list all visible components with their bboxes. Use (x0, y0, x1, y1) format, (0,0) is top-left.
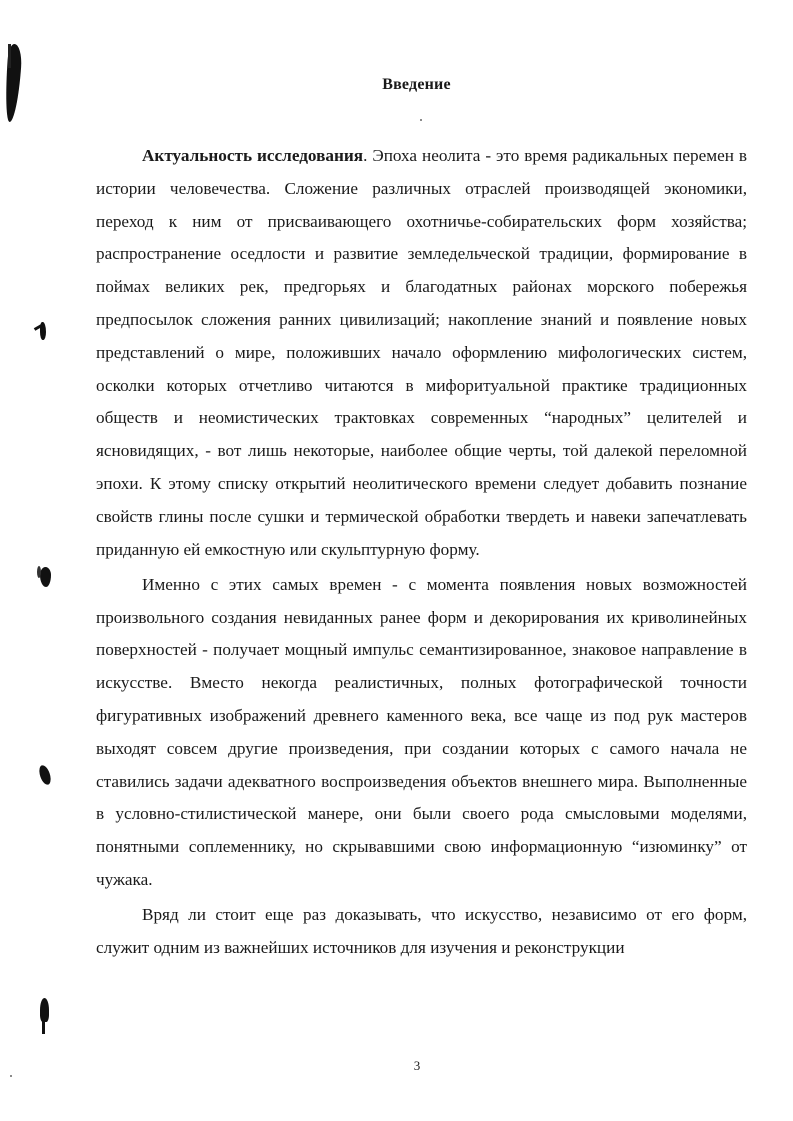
paragraph-lead: Актуальность исследования (142, 146, 364, 165)
paragraph-text: . Эпоха неолита - это время радикальных перемен в истории человечества. Сложение различных отраслей производящей экономики, переход к ним от присваивающего охотничье-собирательских форм хозяйства; распространение оседлости и развитие земледельческой традиции, формирование в поймах великих рек, предгорьях и благодатных районах морского побережья предпосылок сложения ранних цивилизаций; накопление знаний и появление новых представлений о мире, положивших начало оформлению мифологических систем, осколки которых отчетливо читаются в мифоритуальной практике традиционных обществ и неомистических трактовках современных “народных” целителей и ясновидящих, - вот лишь некоторые, наиболее общие черты, той далекой переломной эпохи. К этому списку открытий неолитического времени следует добавить познание свойств глины после сушки и термической обработки твердеть и навеки запечатлевать приданную ей емкостную или скульптурную форму. (96, 146, 748, 559)
scan-artifact (42, 1018, 45, 1034)
scan-artifact (37, 566, 41, 578)
scan-artifact (8, 44, 11, 68)
paragraph (96, 569, 747, 897)
paragraph (96, 140, 747, 566)
page-title: Введение (382, 76, 451, 93)
paragraph-text: Вряд ли стоит еще раз доказывать, что искусство, независимо от его форм, служит одним из важнейших источников для изучения и реконструкции (96, 905, 747, 958)
paragraph-text: Именно с этих самых времен - с момента появления новых возможностей произвольного создания невиданных ранее форм и декорирования их криволинейных поверхностей - получает мощный импульс семантизированное, знаковое направление в искусстве. Вместо некогда реалистичных, полных фотографической точности фигуративных изображений древнего каменного века, все чаще из под рук мастеров выходят совсем другие произведения, при создании которых с самого начала не ставились задачи адекватного воспроизведения объектов внешнего мира. Выполненные в условно-стилистической манере, они были своего рода смысловыми моделями, понятными соплеменнику, но скрывавшими свою информационную “изюминку” от чужака. (96, 574, 747, 890)
scan-speck (420, 119, 422, 121)
scan-artifact (38, 764, 52, 786)
paragraph (96, 899, 747, 965)
page-number: 3 (413, 1058, 421, 1073)
scan-artifact (40, 567, 51, 587)
scan-speck (10, 1075, 12, 1077)
body-text (96, 140, 747, 965)
